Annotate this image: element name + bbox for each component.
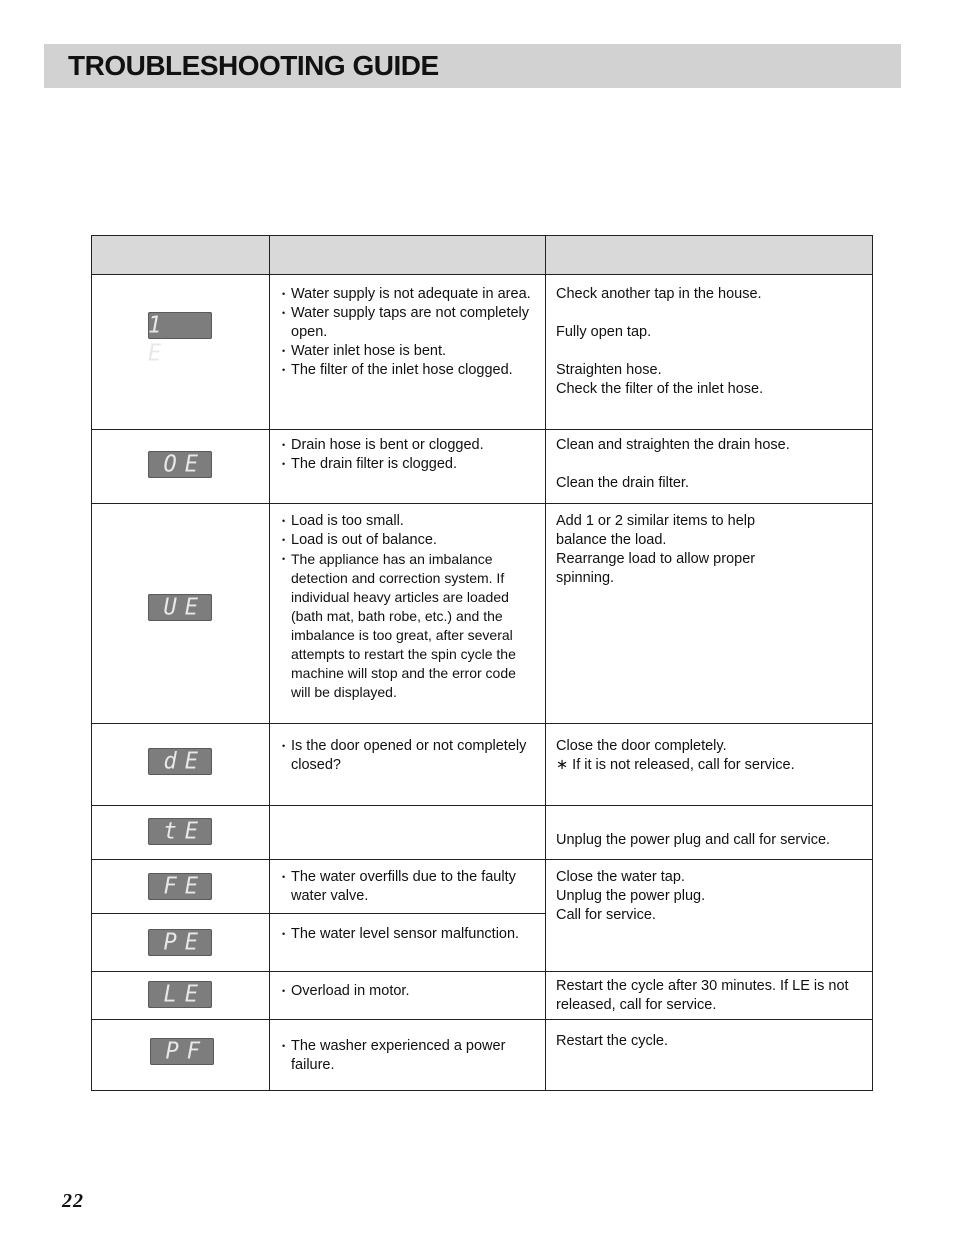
cause-cell	[270, 275, 546, 430]
table-row	[92, 806, 873, 860]
page-title: TROUBLESHOOTING GUIDE	[68, 50, 439, 81]
cause-cell	[270, 1020, 546, 1091]
solution-item: Check the filter of the inlet hose.	[556, 381, 764, 397]
solution-item: Restart the cycle.	[556, 1033, 669, 1049]
solution-cell	[546, 724, 873, 806]
cause-cell	[270, 914, 546, 972]
error-code-display: tE	[148, 818, 212, 845]
error-code-display: PE	[148, 929, 212, 956]
solution-item: ∗ If it is not released, call for service.	[556, 757, 795, 773]
solution-item: Rearrange load to allow proper spinning.	[556, 551, 756, 586]
table-row	[92, 724, 873, 806]
error-code-cell	[92, 914, 270, 972]
header-cell-cause	[270, 236, 546, 275]
page-number: 22	[62, 1190, 84, 1212]
error-code-cell	[92, 1020, 270, 1091]
cause-cell	[270, 806, 546, 860]
cause-item: • Water supply is not adequate in area.	[282, 285, 535, 304]
header-cell-solution	[546, 236, 873, 275]
table-header-row	[92, 236, 873, 275]
solution-item: Restart the cycle after 30 minutes. If LE is not released, call for service.	[556, 978, 849, 1013]
error-code-display: dE	[148, 748, 212, 775]
troubleshooting-table	[91, 235, 873, 1091]
solution-item: Check another tap in the house.	[556, 286, 762, 302]
cause-cell	[270, 972, 546, 1020]
error-code-cell	[92, 806, 270, 860]
solution-cell	[546, 860, 873, 972]
solution-item: Call for service.	[556, 907, 656, 923]
header-cell-code	[92, 236, 270, 275]
solution-item: Unplug the power plug.	[556, 888, 706, 904]
table-row	[92, 275, 873, 430]
cause-cell	[270, 504, 546, 724]
solution-cell	[546, 1020, 873, 1091]
cause-item: • The water level sensor malfunction.	[282, 925, 535, 944]
solution-item: Close the water tap.	[556, 869, 685, 885]
cause-item: • Load is out of balance.	[282, 531, 535, 550]
cause-item: • Water inlet hose is bent.	[282, 342, 535, 361]
solution-item: Clean and straighten the drain hose.	[556, 437, 790, 453]
solution-item: Straighten hose.	[556, 362, 662, 378]
table-row	[92, 972, 873, 1020]
cause-item: • The washer experienced a power failure.	[282, 1037, 535, 1075]
solution-item: Fully open tap.	[556, 324, 652, 340]
cause-item: • The water overfills due to the faulty water valve.	[282, 868, 535, 906]
solution-item: Add 1 or 2 similar items to help balance the load.	[556, 513, 756, 548]
solution-cell	[546, 972, 873, 1020]
cause-cell	[270, 860, 546, 914]
cause-item: • Drain hose is bent or clogged.	[282, 436, 535, 455]
error-code-cell	[92, 504, 270, 724]
solution-cell	[546, 430, 873, 504]
error-code-cell	[92, 860, 270, 914]
error-code-display: PF	[150, 1038, 214, 1065]
error-code-display: OE	[148, 451, 212, 478]
error-code-cell	[92, 275, 270, 430]
title-bar	[44, 44, 901, 88]
cause-item: • Overload in motor.	[282, 982, 535, 1001]
error-code-display: LE	[148, 981, 212, 1008]
cause-item: • Load is too small.	[282, 512, 535, 531]
cause-item: • The filter of the inlet hose clogged.	[282, 361, 535, 380]
solution-cell	[546, 275, 873, 430]
solution-cell	[546, 504, 873, 724]
solution-item: Unplug the power plug and call for service.	[556, 832, 831, 848]
error-code-display: 1 E	[148, 312, 212, 339]
error-code-cell	[92, 430, 270, 504]
cause-item: • The appliance has an imbalance detection and correction system. If individual heavy articles are loaded (bath mat, bath robe, etc.) and the imbalance is too great, after several attempts to restart the spin cycle the machine will stop and the error code will be displayed.	[282, 550, 535, 702]
cause-item: • The drain filter is clogged.	[282, 455, 535, 474]
solution-item: Close the door completely.	[556, 738, 727, 754]
solution-item: Clean the drain filter.	[556, 475, 689, 491]
error-code-display: UE	[148, 594, 212, 621]
solution-cell	[546, 806, 873, 860]
error-code-cell	[92, 724, 270, 806]
error-code-cell	[92, 972, 270, 1020]
error-code-display: FE	[148, 873, 212, 900]
table-row	[92, 1020, 873, 1091]
cause-cell	[270, 430, 546, 504]
cause-item: • Is the door opened or not completely closed?	[282, 737, 535, 775]
cause-item: • Water supply taps are not completely open.	[282, 304, 535, 342]
table-row	[92, 860, 873, 914]
table-row	[92, 430, 873, 504]
table-row	[92, 504, 873, 724]
cause-cell	[270, 724, 546, 806]
